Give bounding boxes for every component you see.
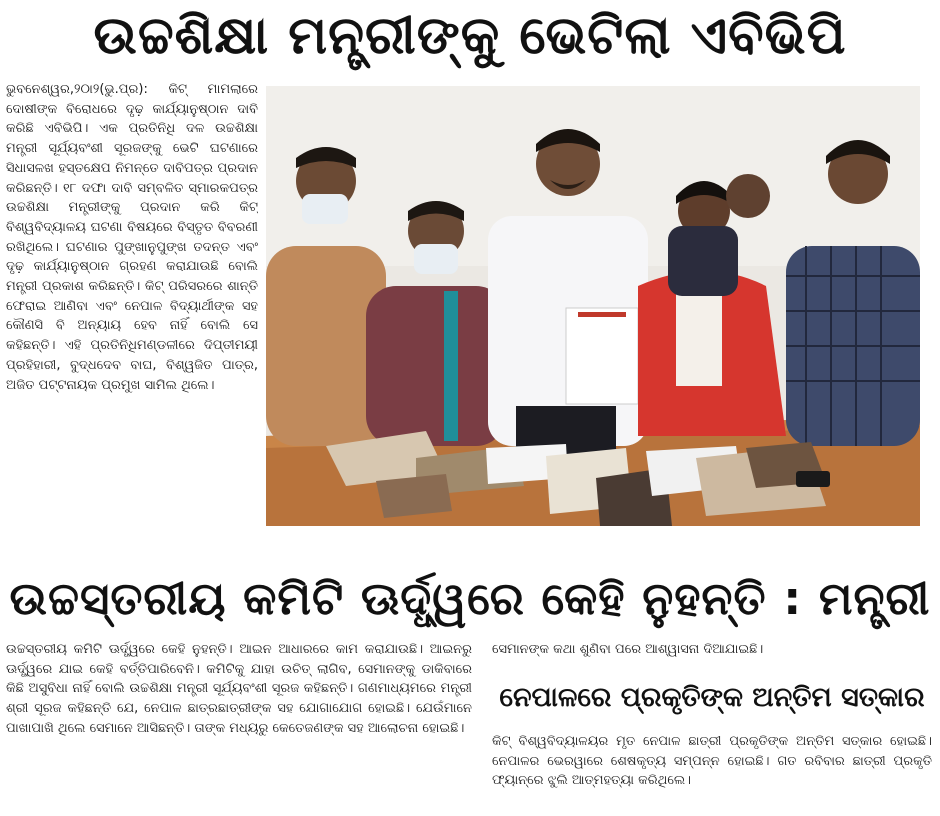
photo-illustration — [266, 86, 920, 526]
story-abvp-text: ଭୁବନେଶ୍ୱର,୨୦ା୨(ଭୁ.ପ୍ର): କିଟ୍ ମାମଲାରେ ଦୋଷୀଙ୍କ ବିରୋଧରେ ଦୃଢ଼ କାର୍ଯ୍ୟାନୁଷ୍ଠାନ ଦାବି କରିଛି ଏବିଭିପି। ଏକ ପ୍ରତିନିଧି ଦଳ ଉଚ୍ଚଶିକ୍ଷା ମନ୍ତ୍ରୀ ସୂର୍ଯ୍ୟବଂଶୀ ସୂରଜଙ୍କୁ ଭେଟି ଘଟଣାରେ ସିଧାସଳଖ ହସ୍ତକ୍ଷେପ ନିମନ୍ତେ ଦାବିପତ୍ର ପ୍ରଦାନ କରିଛନ୍ତି। ୧୮ ଦଫା ଦାବି ସମ୍ବଳିତ ସ୍ମାରକପତ୍ର ଉଚ୍ଚଶିକ୍ଷା ମନ୍ତ୍ରୀଙ୍କୁ ପ୍ରଦାନ କରି କିଟ୍ ବିଶ୍ୱବିଦ୍ୟାଳୟ ଘଟଣା ବିଷୟରେ ବିସ୍ତୃତ ବିବରଣୀ ରଖିଥିଲେ। ଘଟଣାର ପୁଙ୍ଖାନୁପୁଙ୍ଖ ତଦନ୍ତ ଏବଂ ଦୃଢ଼ କାର୍ଯ୍ୟାନୁଷ୍ଠାନ ଗ୍ରହଣ କରାଯାଉଛି ବୋଲି ମନ୍ତ୍ରୀ ପ୍ରକାଶ କରିଛନ୍ତି। କିଟ୍ ପରିସରରେ ଶାନ୍ତି ଫେରାଇ ଆଣିବା ଏବଂ ନେପାଳ ବିଦ୍ୟାର୍ଥୀଙ୍କ ସହ କୌଣସି ବି ଅନ୍ୟାୟ ହେବ ନାହିଁ ବୋଲି ସେ କହିଛନ୍ତି। ଏହି ପ୍ରତିନିଧିମଣ୍ଡଳୀରେ ଦିପ୍ତୀମୟୀ ପ୍ରହିହାରୀ, ବୁଦ୍ଧଦେବ ବାଘ, ବିଶ୍ୱଜିତ ପାତ୍ର, ଅଜିତ ପଟ୍ଟନାୟକ ପ୍ରମୁଖ ସାମିଲ ଥିଲେ। — [6, 82, 258, 393]
third-headline: ନେପାଳରେ ପ୍ରକୃତିଙ୍କ ଅନ୍ତିମ ସତ୍କାର — [499, 682, 925, 713]
news-photo — [266, 86, 920, 526]
main-headline: ଉଚ୍ଚଶିକ୍ଷା ମନ୍ତ୍ରୀଙ୍କୁ ଭେଟିଲା ଏବିଭିପି — [93, 6, 847, 66]
second-headline: ଉଚ୍ଚସ୍ତରୀୟ କମିଟି ଊର୍ଦ୍ଧ୍ୱରେ କେହି ନୁହନ୍ତି : ମନ୍ତ୍ରୀ — [9, 572, 931, 625]
story-committee-text: ଉଚ୍ଚସ୍ତରୀୟ କମିଟି ଊର୍ଦ୍ଧ୍ୱରେ କେହି ନୁହନ୍ତି। ଆଇନ ଆଧାରରେ କାମ କରାଯାଉଛି। ଆଇନରୁ ଊର୍ଦ୍ଧ୍ୱରେ ଯାଇ କେହି ବର୍ତ୍ତିପାରିବେନି। କମିଟିକୁ ଯାହା ଉଚିତ୍ ଲାଗିବ, ସେମାନଙ୍କୁ ଡାକିବାରେ କିଛି ଅସୁବିଧା ନାହିଁ ବୋଲି ଉଚ୍ଚଶିକ୍ଷା ମନ୍ତ୍ରୀ ସୂର୍ଯ୍ୟବଂଶୀ ସୂରଜ କହିଛନ୍ତି। ଗଣମାଧ୍ୟମରେ ମନ୍ତ୍ରୀ ଶ୍ରୀ ସୂରଜ କହିଛନ୍ତି ଯେ, ନେପାଳ ଛାତ୍ରଛାତ୍ରୀଙ୍କ ସହ ଯୋଗାଯୋଗ ହୋଇଛି। ଯେଉଁମାନେ ପାଖାପାଖି ଥିଲେ ସେମାନେ ଆସିଛନ୍ତି। ତାଙ୍କ ମଧ୍ୟରୁ କେତେଜଣଙ୍କ ସହ ଆଲୋଚନା ହୋଇଛି। — [6, 642, 472, 736]
story-nepal-text: କିଟ୍ ବିଶ୍ୱବିଦ୍ୟାଳୟର ମୃତ ନେପାଳ ଛାତ୍ରୀ ପ୍ରକୃତିଙ୍କ ଅନ୍ତିମ ସତ୍କାର ହୋଇଛି। ନେପାଳର ଭେରୱାରେ ଶେଷକୃତ୍ୟ ସମ୍ପନ୍ନ ହୋଇଛି। ଗତ ରବିବାର ଛାତ୍ରୀ ପ୍ରକୃତି ଫ୍ୟାନ୍‌ରେ ଝୁଲି ଆତ୍ମହତ୍ୟା କରିଥିଲେ। — [492, 734, 932, 789]
story-committee-continuation: ସେମାନଙ୍କ କଥା ଶୁଣିବା ପରେ ଆଶ୍ୱାସନା ଦିଆଯାଇଛି। — [492, 642, 764, 657]
